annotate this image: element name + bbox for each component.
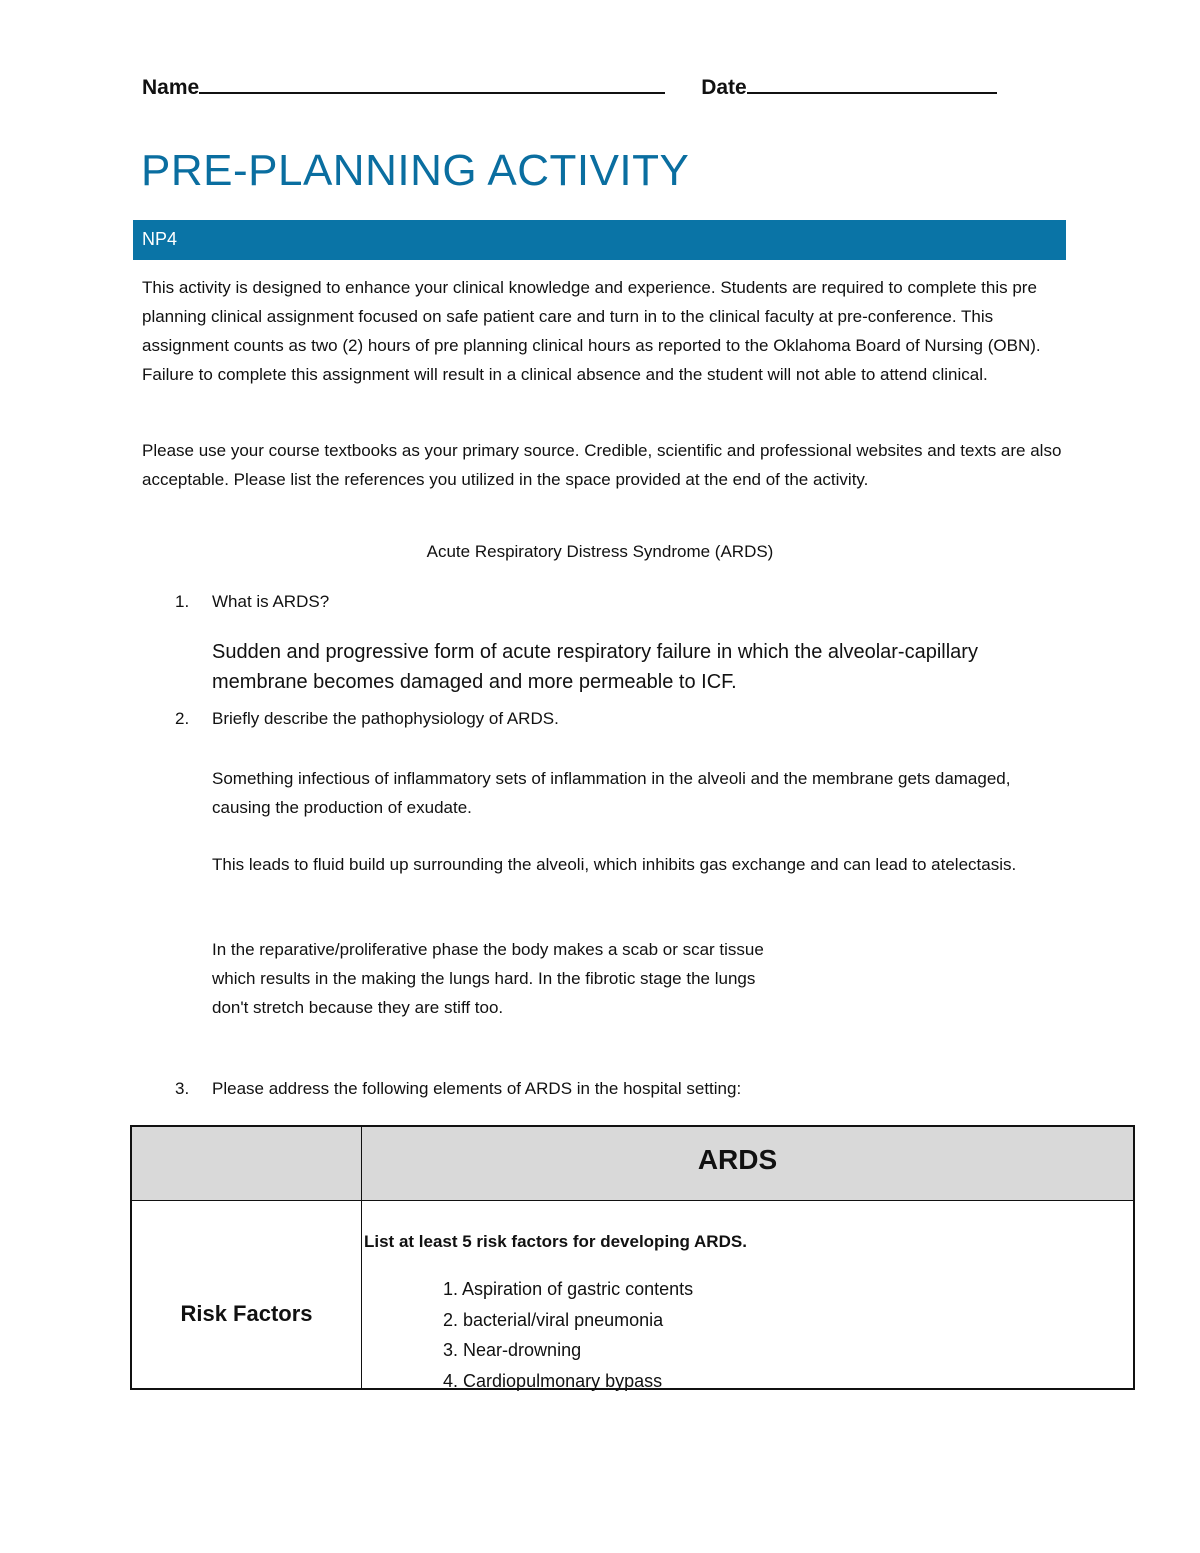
question-number: 1. (175, 592, 190, 611)
name-label: Name (142, 76, 200, 99)
answer-1: Sudden and progressive form of acute respiratory failure in which the alveolar-capillary membrane becomes damaged and more permeable to ICF. (212, 641, 978, 693)
question-text: What is ARDS? (212, 592, 330, 611)
date-blank (747, 74, 997, 94)
list-item: 1. Aspiration of gastric contents (443, 1279, 694, 1299)
list-item: 4. Cardiopulmonary bypass (443, 1370, 663, 1391)
name-date-line (142, 74, 997, 100)
date-label: Date (701, 76, 747, 99)
list-item: 2. bacterial/viral pneumonia (443, 1309, 664, 1330)
topic-title: Acute Respiratory Distress Syndrome (ARDS) (426, 542, 774, 561)
answer-2-paragraph-2: This leads to fluid build up surrounding the alveoli, which inhibits gas exchange and can lead to atelectasis. (212, 855, 1017, 874)
row-label-cell (132, 1201, 362, 1388)
question-2 (175, 709, 559, 729)
ards-table (130, 1125, 1135, 1390)
risk-factors-cell[interactable] (362, 1201, 1133, 1391)
section-band-label: NP4 (142, 229, 178, 249)
question-1 (175, 592, 329, 612)
table-header-title: ARDS (697, 1144, 778, 1175)
answer-2-paragraph-3: In the reparative/proliferative phase the body makes a scab or scar tissue which results in the making the lungs hard. In the fibrotic stage the lungs don't stretch because they are stiff too. (212, 940, 764, 1017)
list-item: 3. Near-drowning (443, 1340, 582, 1360)
question-text: Briefly describe the pathophysiology of ARDS. (212, 709, 559, 728)
table-header-cell (362, 1127, 1133, 1201)
question-number: 2. (175, 709, 190, 728)
page-title: PRE-PLANNING ACTIVITY (141, 146, 690, 195)
row-label: Risk Factors (180, 1301, 313, 1326)
name-blank (199, 74, 665, 94)
risk-factors-prompt: List at least 5 risk factors for developing ARDS. (364, 1232, 747, 1251)
risk-factors-list (443, 1274, 693, 1396)
table-header-empty-cell (132, 1127, 362, 1201)
intro-paragraph-1: This activity is designed to enhance your clinical knowledge and experience. Students are required to complete this pre planning clinical assignment focused on safe patient care and turn in to the clinical faculty at pre-conference. This assignment counts as two (2) hours of pre planning clinical hours as reported to the Oklahoma Board of Nursing (OBN). Failure to complete this assignment will result in a clinical absence and the student will not able to attend clinical. (142, 278, 1041, 384)
question-text: Please address the following elements of ARDS in the hospital setting: (212, 1079, 742, 1098)
question-3 (175, 1079, 741, 1099)
intro-paragraph-2: Please use your course textbooks as your primary source. Credible, scientific and professional websites and texts are also acceptable. Please list the references you utilized in the space provided at the end of the activity. (142, 441, 1062, 489)
section-band (133, 220, 1066, 260)
question-number: 3. (175, 1079, 190, 1098)
answer-2-paragraph-1: Something infectious of inflammatory sets of inflammation in the alveoli and the membrane gets damaged, causing the production of exudate. (212, 769, 1011, 817)
